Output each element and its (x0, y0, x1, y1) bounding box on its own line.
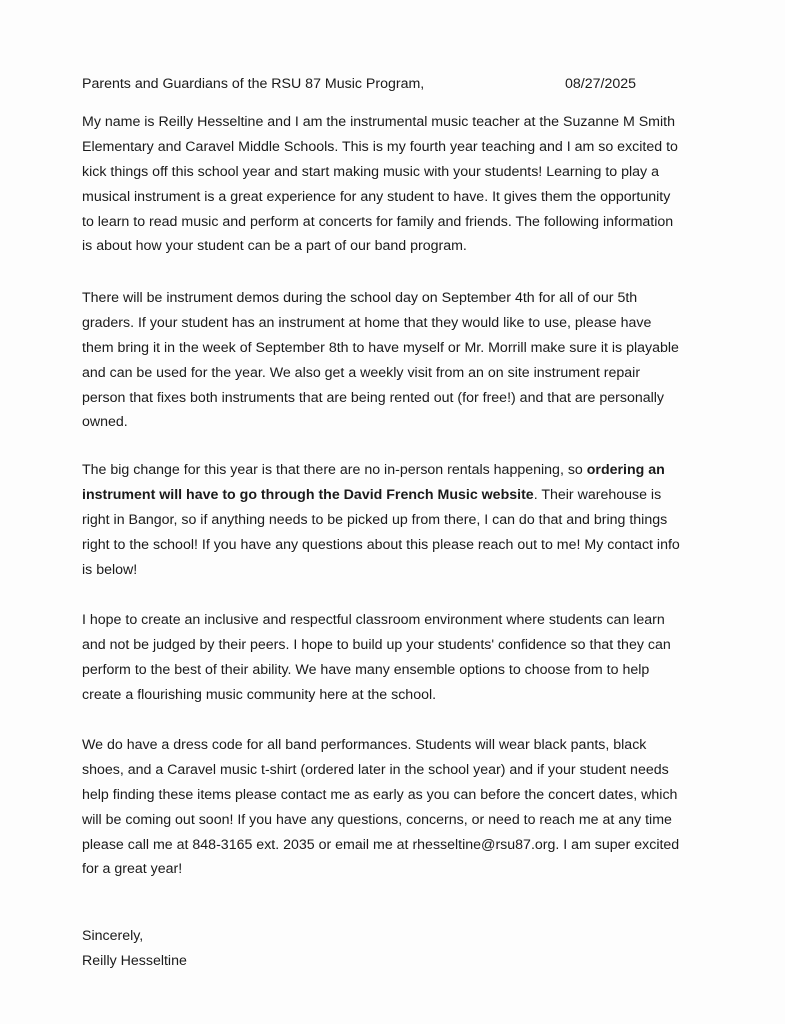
text-line: perform to the best of their ability. We have many ensemble options to choose from to help (82, 661, 650, 678)
paragraph-environment (82, 608, 671, 708)
text-line: kick things off this school year and start making music with your students! Learning to play a (82, 163, 659, 180)
text-line: please call me at 848-3165 ext. 2035 or email me at rhesseltine@rsu87.org. I am super excited (82, 836, 680, 853)
letter-header (82, 73, 702, 95)
text-line: for a great year! (82, 861, 183, 878)
text-line: right in Bangor, so if anything needs to be picked up from there, I can do that and bring things (82, 511, 668, 528)
salutation: Parents and Guardians of the RSU 87 Music Program, (82, 76, 425, 92)
letter-date: 08/27/2025 (565, 76, 637, 92)
text-line: create a flourishing music community here at the school. (82, 686, 437, 703)
rentals-emphasis: instrument will have to go through the David French Music website (82, 486, 534, 503)
text-line (82, 458, 680, 483)
paragraph-dress-code (82, 733, 679, 882)
text-line: right to the school! If you have any questions about this please reach out to me! My contact info (82, 536, 680, 553)
text-line (82, 483, 680, 508)
text-line: There will be instrument demos during the school day on September 4th for all of our 5th (82, 290, 638, 306)
text-line: I hope to create an inclusive and respectful classroom environment where students can learn (82, 612, 665, 628)
text-line: them bring it in the week of September 8th to have myself or Mr. Morrill make sure it is playable (82, 339, 679, 356)
text-line: owned. (82, 414, 128, 431)
text-line: and not be judged by their peers. I hope to build up your students' confidence so that they can (82, 636, 671, 653)
text-line: help finding these items please contact me as early as you can before the concert dates, which (82, 786, 678, 803)
paragraph-rentals (82, 458, 680, 582)
paragraph-demos (82, 286, 679, 435)
text-line: will be coming out soon! If you have any questions, concerns, or need to reach me at any time (82, 811, 672, 828)
text-line: shoes, and a Caravel music t-shirt (ordered later in the school year) and if your student needs (82, 761, 669, 778)
text-line: is below! (82, 561, 138, 578)
signoff: Sincerely, (82, 928, 144, 944)
text-line: We do have a dress code for all band performances. Students will wear black pants, black (82, 737, 647, 753)
rentals-emphasis: ordering an (586, 462, 665, 478)
text-line: and can be used for the year. We also get a weekly visit from an on site instrument repair (82, 364, 641, 381)
signature-name: Reilly Hesseltine (82, 952, 187, 969)
paragraph-intro (82, 110, 678, 259)
rentals-text: . Their warehouse is (533, 486, 662, 503)
text-line: musical instrument is a great experience for any student to have. It gives them the opportunity (82, 188, 671, 205)
text-line: person that fixes both instruments that are being rented out (for free!) and that are personally (82, 389, 665, 406)
text-line: is about how your student can be a part of our band program. (82, 238, 467, 255)
text-line: My name is Reilly Hesseltine and I am the instrumental music teacher at the Suzanne M Smith (82, 114, 675, 130)
text-line: to learn to read music and perform at concerts for family and friends. The following information (82, 213, 674, 230)
letter-closing (82, 924, 187, 974)
text-line: Elementary and Caravel Middle Schools. This is my fourth year teaching and I am so excited to (82, 138, 678, 155)
text-line: graders. If your student has an instrument at home that they would like to use, please have (82, 314, 652, 331)
rentals-text: The big change for this year is that there are no in-person rentals happening, so (82, 462, 587, 478)
